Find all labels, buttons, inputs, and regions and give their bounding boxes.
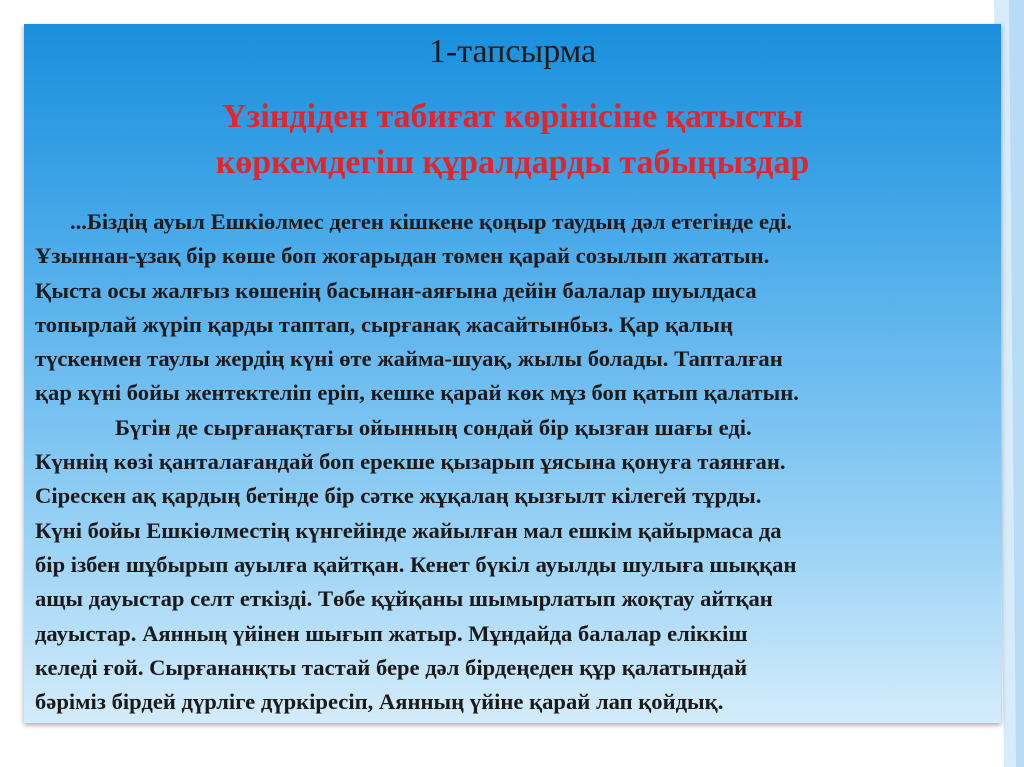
text-line: келеді ғой. Сырғананқты тастай бере дәл бірдеңеден құр қалатындай: [35, 654, 748, 680]
task-number: 1-тапсырма: [428, 33, 597, 70]
text-line: дауыстар. Аянның үйінен шығып жатыр. Мұндайда балалар еліккіш: [35, 620, 748, 646]
text-line: қар күні бойы жентектеліп еріп, кешке қарай көк мұз боп қатып қалатын.: [35, 380, 799, 406]
text-line: түскенмен таулы жердің күні өте жайма-шуақ, жылы болады. Тапталған: [35, 346, 783, 372]
text-line: Бүгін де сырғанақтағы ойынның сондай бір қызған шағы еді.: [115, 414, 752, 440]
task-title-line: Үзіндіден табиғат көрінісіне қатысты: [222, 98, 803, 135]
text-line: Сірескен ақ қардың бетінде бір сәтке жұқалаң қызғылт кілегей тұрды.: [35, 483, 762, 509]
text-line: Қыста осы жалғыз көшенің басынан-аяғына дейін балалар шуылдаса: [35, 277, 757, 303]
text-line: Күннің көзі қанталағандай боп ерекше қызарып ұясына қонуға таянған.: [35, 449, 786, 475]
excerpt-text: [35, 205, 995, 719]
task-title-line: көркемдегіш құралдарды табыңыздар: [215, 144, 810, 181]
text-line: ащы дауыстар селт еткізді. Төбе құйқаны шымырлатып жоқтау айтқан: [35, 586, 773, 612]
text-line: Ұзыннан-ұзақ бір көше боп жоғарыдан төмен қарай созылып жататын.: [35, 243, 770, 269]
task-title: [84, 94, 941, 186]
text-line: бір ізбен шұбырып ауылға қайтқан. Кенет бүкіл ауылды шулыға шыққан: [35, 551, 797, 577]
slide-content-card: [24, 24, 1001, 723]
text-line: бәріміз бірдей дүрліге дүркіресіп, Аянның үйіне қарай лап қойдық.: [35, 689, 724, 715]
text-line: ...Біздің ауыл Ешкіөлмес деген кішкене қоңыр таудың дәл етегінде еді.: [70, 209, 793, 234]
text-line: Күні бойы Ешкіөлместің күнгейінде жайылған мал ешкім қайырмаса да: [35, 517, 782, 543]
text-line: топырлай жүріп қарды таптап, сырғанақ жасайтынбыз. Қар қалың: [35, 311, 733, 337]
